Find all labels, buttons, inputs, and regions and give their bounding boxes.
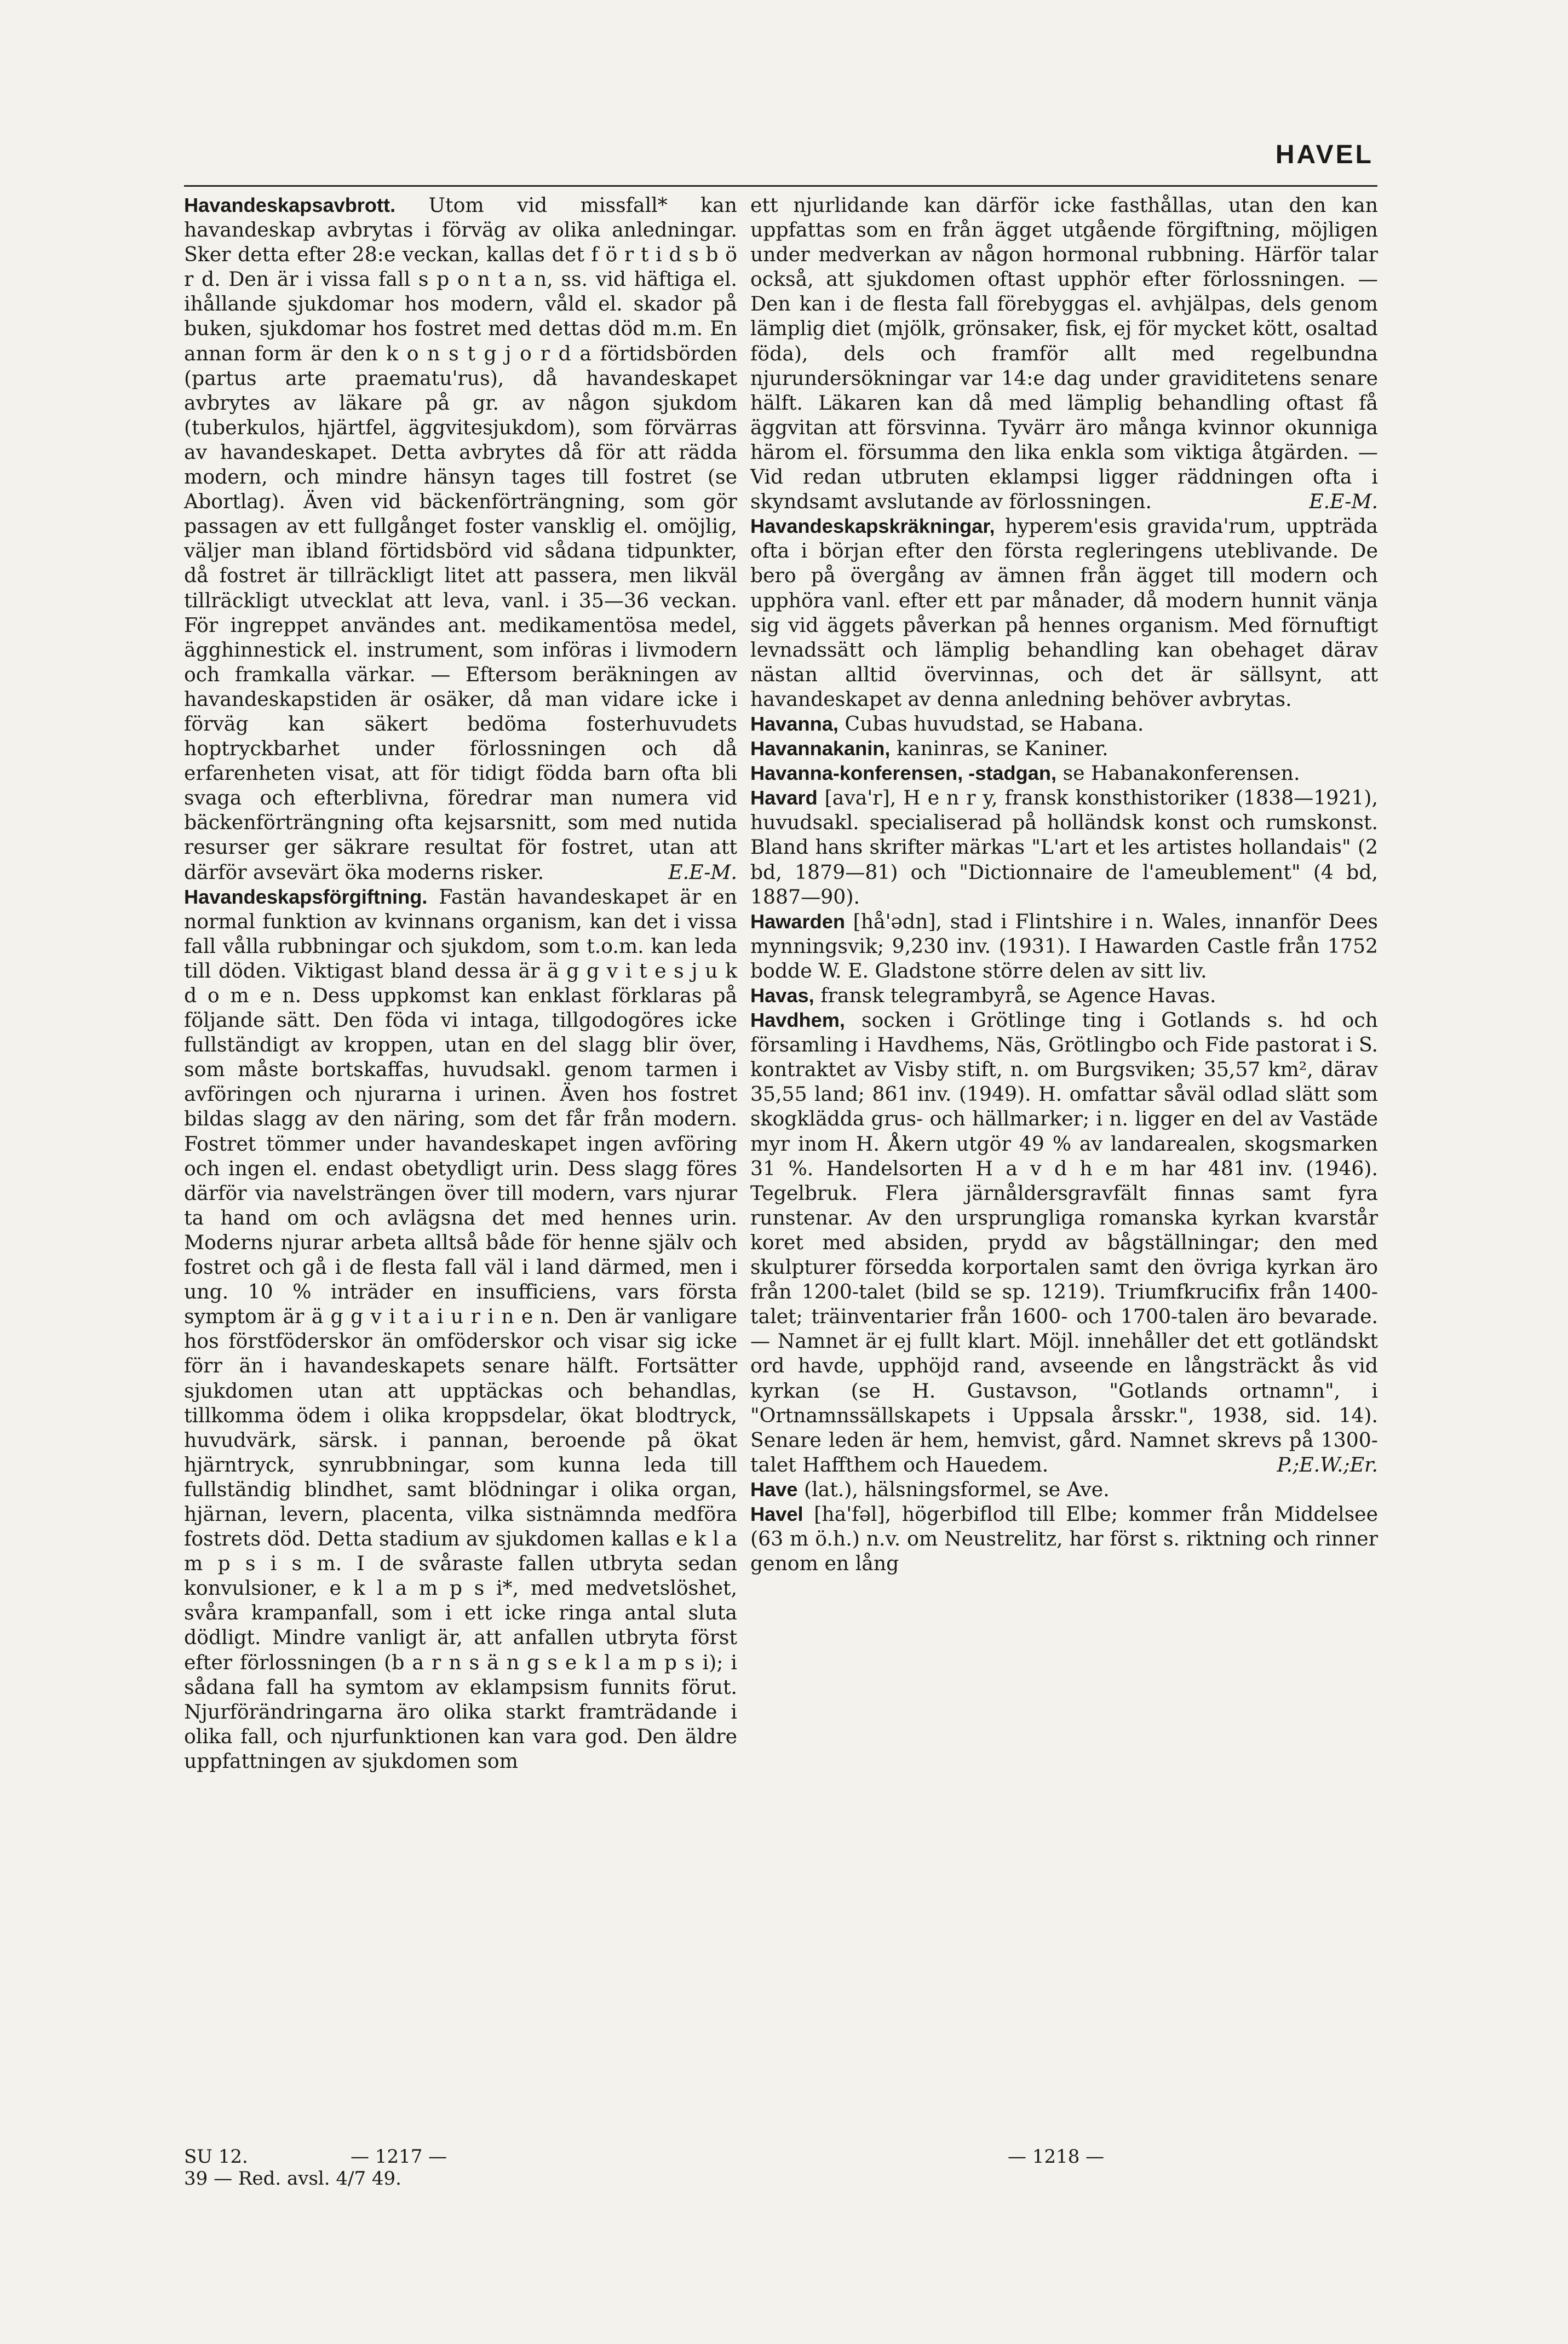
- entry-text: socken i Grötlinge ting i Gotlands s. hd och församling i Havdhems, Näs, Grötlingbo och Fide pastorat i S. kontraktet av Visby stift, n. om Burgsviken; 35,57 km², därav 35,55 land; 861 inv. (1949). H. omfattar såväl odlad slätt som skogklädda grus- och hällmarker; i n. ligger en del av Vastäde myr inom H. Åkern utgör 49 % av landarealen, skogsmarken 31 %. Handelsorten H a v d h e m har 481 inv. (1946). Tegelbruk. Flera järnåldersgravfält finnas samt fyra runstenar. Av den ursprungliga romanska kyrkan kvarstår koret med absiden, prydd av bågställningar; den med skulpturer försedda korportalen samt den övriga kyrkan äro från 1200-talet (bild se sp. 1219). Triumfkrucifix från 1400-talet; träinventarier från 1600- och 1700-talen äro bevarade. — Namnet är ej fullt klart. Möjl. innehåller det ett gotländskt ord havde, upphöjd rand, avseende en långsträckt ås vid kyrkan (se H. Gustavson, "Gotlands ortnamn", i "Ortnamnssällskapets i Uppsala årsskr.", 1938, sid. 14). Senare leden är hem, hemvist, gård. Namnet skrevs på 1300-talet Haffthem och Hauedem.: [750, 1008, 1378, 1477]
- entry-headword: Havandeskapsavbrott.: [184, 194, 396, 216]
- print-info: 39 — Red. avsl. 4/7 49.: [184, 2168, 401, 2190]
- entry-text: Cubas huvudstad, se Habana.: [845, 711, 1144, 736]
- volume-mark: SU 12.: [184, 2146, 248, 2168]
- entry-text: se Habanakonferensen.: [1062, 761, 1300, 785]
- entry: [750, 785, 1378, 909]
- entry-headword: Havannakanin,: [750, 737, 891, 760]
- entry-text: Utom vid missfall* kan havandeskap avbrytas i förväg av olika anledningar. Sker detta efter 28:e veckan, kallas det f ö r t i d s b ö r d. Den är i vissa fall s p o n t a n, ss. vid häftiga el. ihållande sjukdomar hos modern, våld el. skador på buken, sjukdomar hos fostret med dettas död m.m. En annan form är den k o n s t g j o r d a förtidsbörden (partus arte praematu'rus), då havandeskapet avbrytes av läkare på gr. av någon sjukdom (tuberkulos, hjärtfel, äggvitesjukdom), som förvärras av havandeskapet. Detta avbrytes då för att rädda modern, och mindre hänsyn tages till fostret (se Abortlag). Även vid bäckenförträngning, som gör passagen av ett fullgånget foster vansklig el. omöjlig, väljer man ibland förtidsbörd vid sådana tidpunkter, då fostret är tillräckligt litet att passera, men likväl tillräckligt utvecklat att leva, vanl. i 35—36 veckan. För ingreppet användes ant. medikamentösa medel, ägghinnestick el. instrument, som införas i livmodern och framkalla värkar. — Eftersom beräkningen av havandeskapstiden är osäker, då man vidare icke i förväg kan säkert bedöma fosterhuvudets hoptryckbarhet under förlossningen och då erfarenheten visat, att för tidigt födda barn ofta bli svaga och efterblivna, föredrar man numera vid bäckenförträngning ofta kejsarsnitt, som med nutida resurser ger säkrare resultat för fostret, utan att därför avsevärt öka moderns risker.: [184, 193, 737, 884]
- entry-text: kaninras, se Kaniner.: [896, 737, 1108, 761]
- entry-headword: Havdhem,: [750, 1009, 845, 1032]
- entry: [184, 193, 737, 884]
- entry: [750, 761, 1378, 785]
- page-number-left: — 1217 —: [351, 2146, 447, 2168]
- entry-text: [ha'fəl], högerbiflod till Elbe; kommer från Middelsee (63 m ö.h.) n.v. om Neustrelitz, har först s. riktning och rinner genom en lång: [750, 1502, 1378, 1576]
- entry-signature: P.;E.W.;Er.: [1277, 1452, 1378, 1477]
- entry: [750, 1477, 1378, 1502]
- entry-text: (lat.), hälsningsformel, se Ave.: [804, 1477, 1110, 1501]
- entry-headword: Havandeskapskräkningar,: [750, 515, 995, 538]
- entry-headword: Havanna-konferensen, -stadgan,: [750, 762, 1057, 785]
- entry-headword: Have: [750, 1478, 798, 1501]
- entry: [750, 909, 1378, 983]
- entry-text: fransk telegrambyrå, se Agence Havas.: [820, 984, 1216, 1007]
- entry-text: hyperem'esis gravida'rum, uppträda ofta i början efter den första regleringens uteblivande. De bero på övergång av ämnen från ägget till modern och upphöra vanl. efter ett par månader, då modern hunnit vänja sig vid äggets påverkan på hennes organism. Med förnuftigt levnadssätt och lämplig behandling kan obehaget därav nästan alltid övervinnas, och det är sällsynt, att havandeskapet av denna anledning behöver avbrytas.: [750, 514, 1378, 711]
- right-column: [750, 193, 1378, 1576]
- entry-text: [hå'ədn], stad i Flintshire i n. Wales, innanför Dees mynningsvik; 9,230 inv. (1931). I Hawarden Castle från 1752 bodde W. E. Gladstone större delen av sitt liv.: [750, 909, 1378, 983]
- running-head: HAVEL: [1275, 140, 1374, 169]
- entry-headword: Havandeskapsförgiftning.: [184, 885, 428, 908]
- entry: [750, 1502, 1378, 1576]
- left-column: [184, 193, 737, 1773]
- entry-text: Fastän havandeskapet är en normal funktion av kvinnans organism, kan det i vissa fall vålla rubbningar och sjukdom, som t.o.m. kan leda till döden. Viktigast bland dessa är ä g g v i t e s j u k d o m e n. Dess uppkomst kan enklast förklaras på följande sätt. Den föda vi intaga, tillgodogöres icke fullständigt av kroppen, utan en del slagg blir över, som måste bortskaffas, huvudsakl. genom tarmen i avföringen och njurarna i urinen. Även hos fostret bildas slagg av den näring, som det får från modern. Fostret tömmer under havandeskapet ingen avföring och ingen el. endast obetydligt urin. Dess slagg föres därför via navelsträngen över till modern, vars njurar ta hand om och avlägsna det med hennes urin. Moderns njurar arbeta alltså både för henne själv och fostret och gå i de flesta fall väl i land därmed, men i ung. 10 % inträder en insufficiens, vars första symptom är ä g g v i t a i u r i n e n. Den är vanligare hos förstföderskor än omföderskor och visar sig icke förr än i havandeskapets senare hälft. Fortsätter sjukdomen utan att upptäckas och behandlas, tillkomma ödem i olika kroppsdelar, ökat blodtryck, huvudvärk, särsk. i pannan, beroende på ökat hjärntryck, synrubbningar, som kunna leda till fullständig blindhet, samt blödningar i olika organ, hjärnan, levern, placenta, vilka sistnämnda medföra fostrets död. Detta stadium av sjukdomen kallas e k l a m p s i s m. I de svåraste fallen utbryta sedan konvulsioner, e k l a m p s i*, med medvetslöshet, svåra krampanfall, som i ett icke ringa antal sluta dödligt. Mindre vanligt är, att anfallen utbryta först efter förlossningen (b a r n s ä n g s e k l a m p s i); i sådana fall ha symtom av eklampsism funnits förut. Njurförändringarna äro olika starkt framträdande i olika fall, och njurfunktionen kan vara god. Den äldre uppfattningen av sjukdomen som: [184, 884, 737, 1773]
- page-number-right: — 1218 —: [1008, 2146, 1105, 2168]
- entry: [750, 711, 1378, 736]
- entry: [750, 736, 1378, 761]
- entry-text: ett njurlidande kan därför icke fasthållas, utan den kan uppfattas som en från ägget utgående förgiftning, möjligen under medverkan av någon hormonal rubbning. Härför talar också, att sjukdomen oftast upphör efter förlossningen. — Den kan i de flesta fall förebyggas el. avhjälpas, dels genom lämplig diet (mjölk, grönsaker, fisk, ej för mycket kött, osaltad föda), dels och framför allt med regelbundna njurundersökningar var 14:e dag under graviditetens senare hälft. Läkaren kan då med lämplig behandling oftast få äggvitan att försvinna. Tyvärr äro många kvinnor okunniga härom el. försumma den lika enkla som viktiga åtgärden. — Vid redan utbruten eklampsi ligger räddningen ofta i skyndsamt avslutande av förlossningen.: [750, 193, 1378, 514]
- entry: [750, 514, 1378, 711]
- entry-headword: Havanna,: [750, 712, 838, 735]
- entry-headword: Havard: [750, 786, 818, 809]
- entry-headword: Havas,: [750, 984, 814, 1007]
- header-rule: [184, 185, 1377, 187]
- entry: [184, 884, 737, 1773]
- entry-headword: Havel: [750, 1502, 803, 1525]
- entry-signature: E.E-M.: [668, 860, 737, 884]
- entry: [750, 193, 1378, 514]
- entry: [750, 1008, 1378, 1477]
- entry-text: [ava'r], H e n r y, fransk konsthistoriker (1838—1921), huvudsakl. specialiserad på holländsk konst och rumskonst. Bland hans skrifter märkas "L'art et les artistes hollandais" (2 bd, 1879—81) och "Dictionnaire de l'ameublement" (4 bd, 1887—90).: [750, 786, 1378, 909]
- entry-headword: Hawarden: [750, 910, 845, 933]
- entry: [750, 983, 1378, 1008]
- entry-signature: E.E-M.: [1309, 490, 1378, 514]
